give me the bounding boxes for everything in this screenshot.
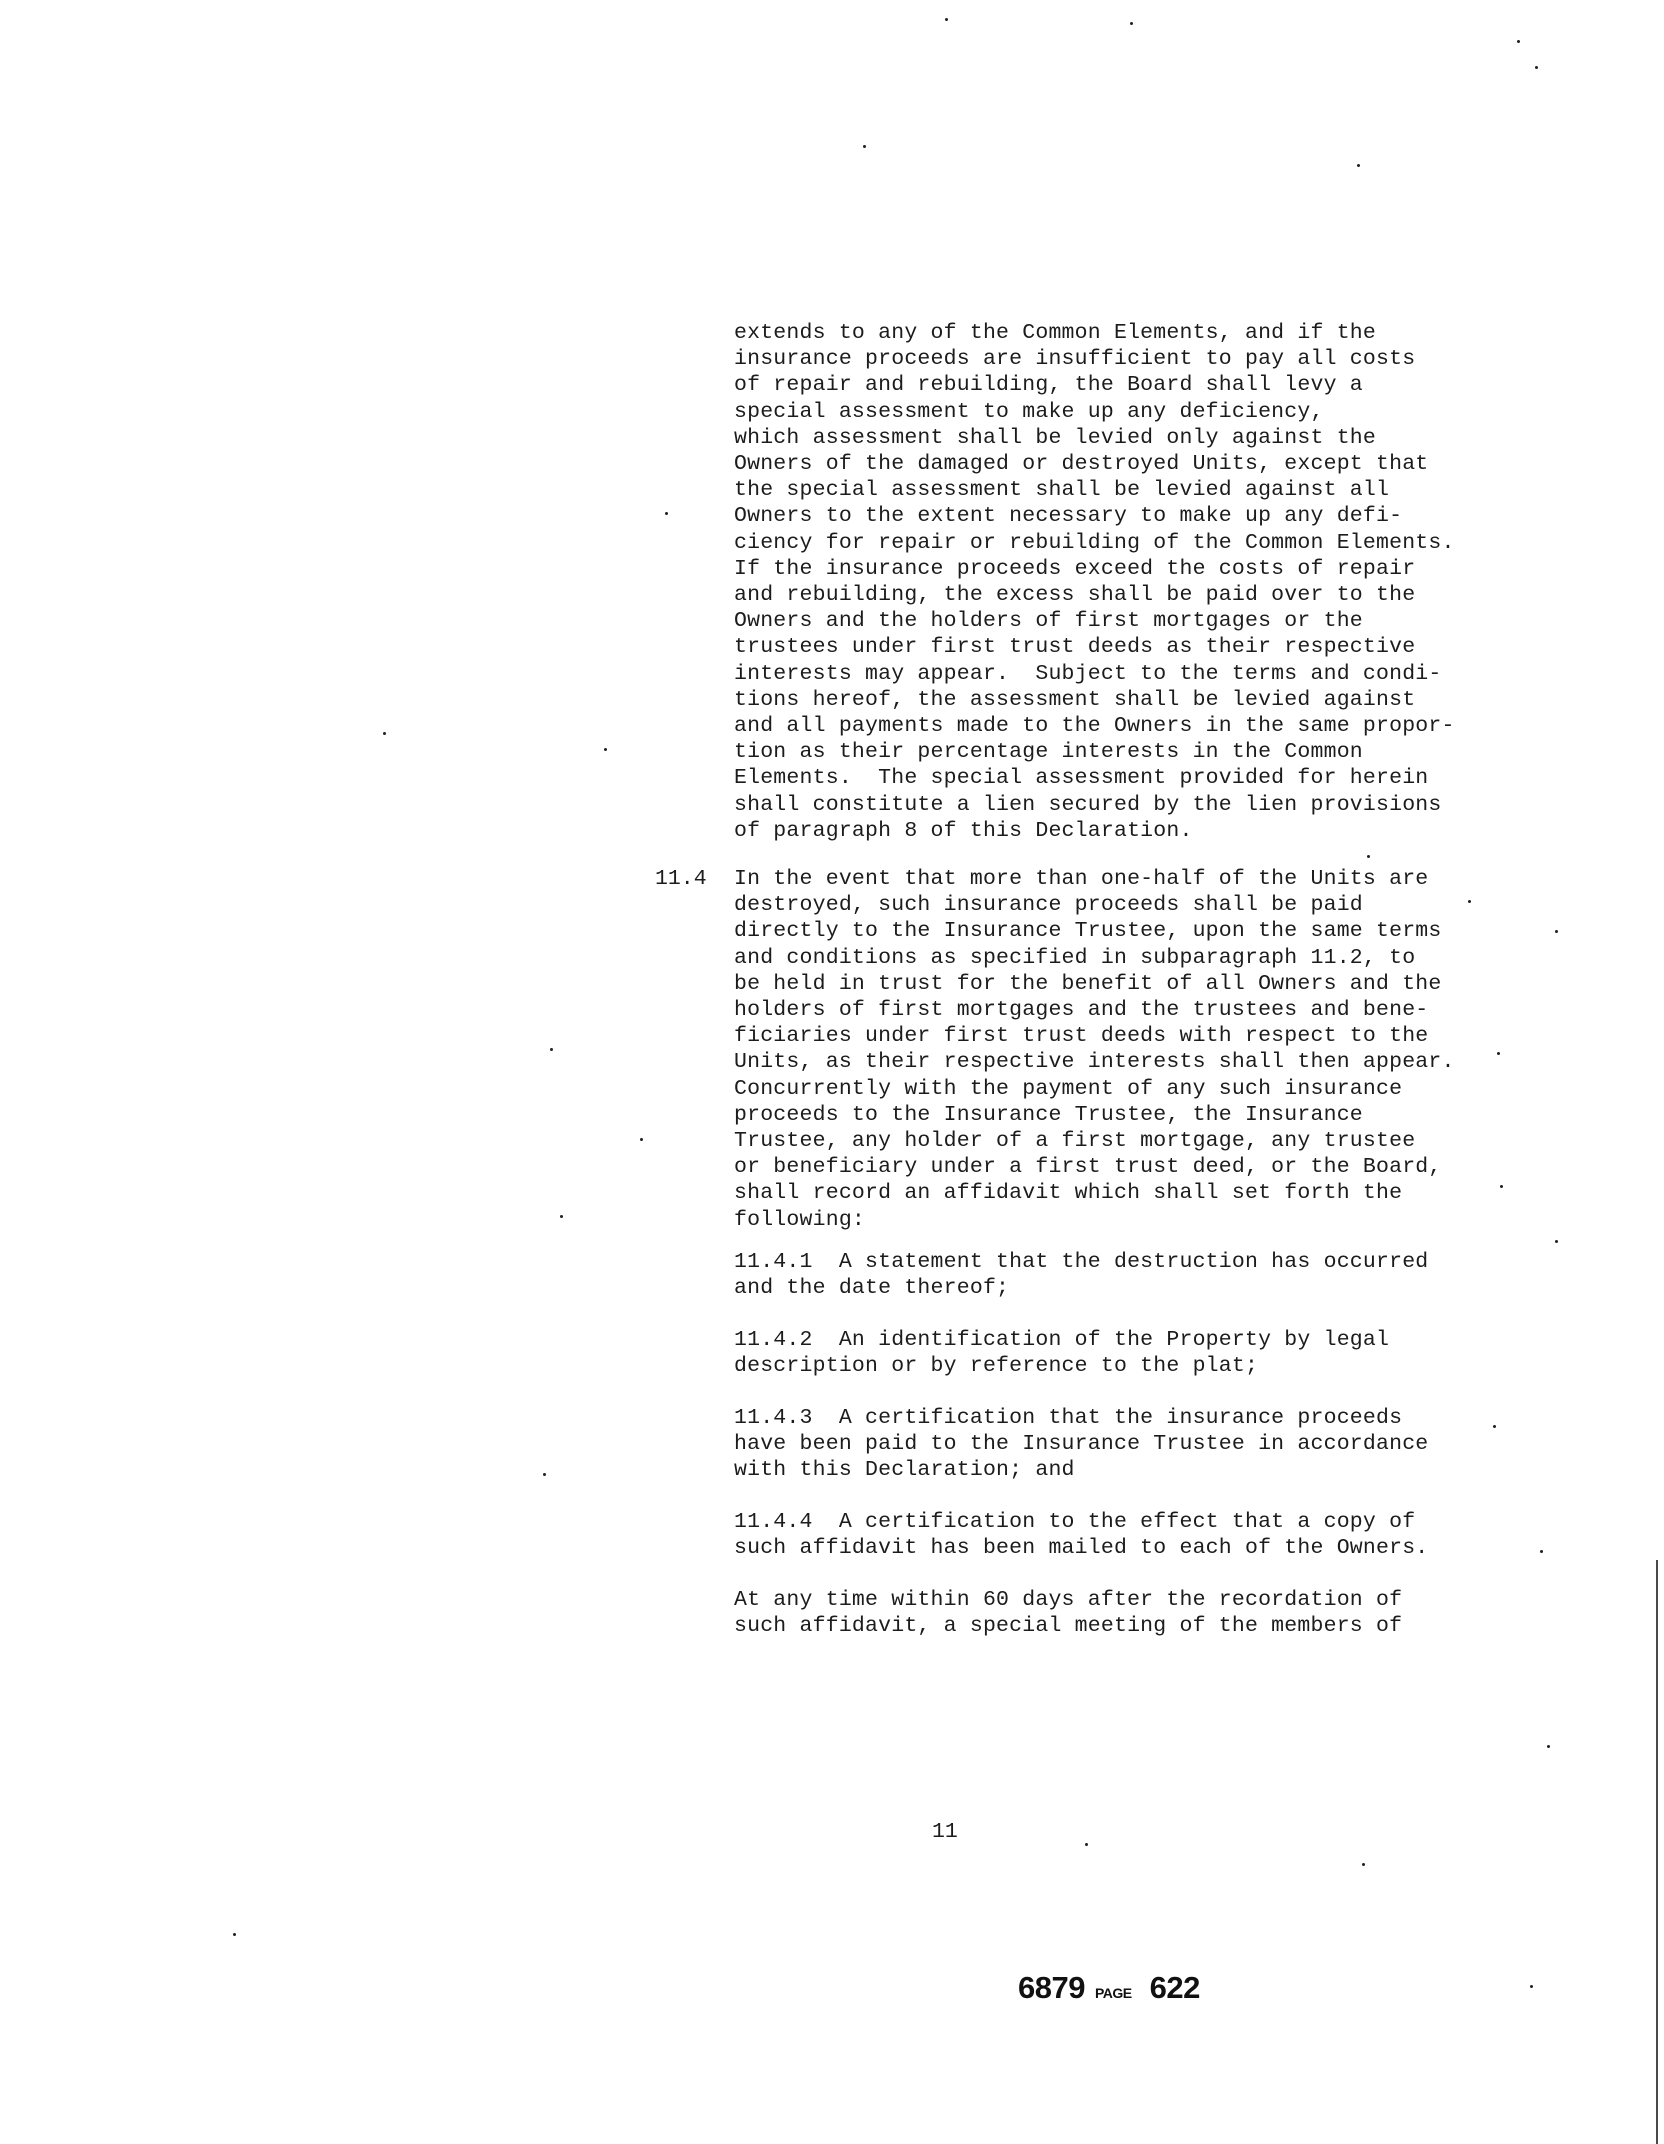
text-line: ciency for repair or rebuilding of the Common Elements. <box>734 530 1455 555</box>
text-line: which assessment shall be levied only against the <box>734 425 1377 450</box>
scan-speck <box>1367 855 1370 858</box>
text-line: with this Declaration; and <box>734 1458 1075 1483</box>
scan-speck <box>640 1138 643 1141</box>
scan-speck <box>233 1933 236 1936</box>
text-line: of paragraph 8 of this Declaration. <box>734 818 1193 843</box>
subsection-11-4-2 <box>734 1327 1454 1379</box>
scan-speck <box>543 1473 546 1476</box>
text-line: If the insurance proceeds exceed the costs of repair <box>734 556 1416 581</box>
scan-speck <box>863 145 866 148</box>
scan-speck <box>560 1215 563 1218</box>
text-line: Owners of the damaged or destroyed Units, except that <box>734 452 1429 477</box>
recording-stamp <box>1018 1970 1200 2006</box>
text-line: Elements. The special assessment provided for herein <box>734 766 1429 791</box>
scan-speck <box>1517 40 1520 43</box>
recorded-page-number: 622 <box>1149 1970 1200 2005</box>
page-number: 11 <box>932 1820 958 1844</box>
text-line: tions hereof, the assessment shall be levied against <box>734 687 1416 712</box>
scan-speck <box>1362 1863 1365 1866</box>
scan-speck <box>1535 66 1538 69</box>
scan-speck <box>550 1048 553 1051</box>
text-line: and conditions as specified in subparagraph 11.2, to <box>734 945 1416 970</box>
scan-speck <box>1540 1550 1543 1553</box>
text-line: tion as their percentage interests in the Common <box>734 740 1363 765</box>
scan-speck <box>604 748 607 751</box>
text-line: 11.4.4 A certification to the effect that a copy of <box>734 1510 1416 1534</box>
text-line: of repair and rebuilding, the Board shall levy a <box>734 373 1363 398</box>
text-line: At any time within 60 days after the recordation of <box>734 1588 1403 1612</box>
page-label: PAGE <box>1094 1985 1132 2001</box>
scan-speck <box>1500 1185 1503 1188</box>
text-line: and all payments made to the Owners in the same propor- <box>734 714 1455 739</box>
text-line: have been paid to the Insurance Trustee in accordance <box>734 1432 1429 1457</box>
scan-edge <box>1656 1560 1658 2144</box>
text-line: extends to any of the Common Elements, and if the <box>734 321 1377 345</box>
text-line: shall constitute a lien secured by the lien provisions <box>734 792 1442 817</box>
text-line: trustees under first trust deeds as their respective <box>734 635 1416 660</box>
subsection-11-4-1 <box>734 1249 1454 1301</box>
text-line: 11.4.3 A certification that the insurance proceeds <box>734 1406 1403 1430</box>
text-line: Owners and the holders of first mortgages or the <box>734 609 1363 634</box>
scan-speck <box>665 512 668 515</box>
text-line: Trustee, any holder of a first mortgage, any trustee <box>734 1129 1416 1154</box>
text-line: be held in trust for the benefit of all Owners and the <box>734 971 1442 996</box>
text-line: Concurrently with the payment of any such insurance <box>734 1076 1403 1101</box>
text-line: special assessment to make up any deficiency, <box>734 399 1324 424</box>
text-line: Units, as their respective interests shall then appear. <box>734 1050 1455 1075</box>
scan-speck <box>383 732 386 735</box>
text-line: holders of first mortgages and the trustees and bene- <box>734 998 1429 1023</box>
scan-speck <box>1547 1745 1550 1748</box>
text-line: 11.4.1 A statement that the destruction has occurred <box>734 1250 1429 1274</box>
closing-paragraph <box>734 1587 1454 1639</box>
scan-speck <box>1530 1985 1533 1988</box>
text-line: proceeds to the Insurance Trustee, the Insurance <box>734 1102 1363 1127</box>
section-number: 11.4 <box>655 867 707 891</box>
text-line: destroyed, such insurance proceeds shall be paid <box>734 893 1363 918</box>
scan-speck <box>945 18 948 21</box>
subsection-11-4-4 <box>734 1509 1454 1561</box>
scan-speck <box>1493 1425 1496 1428</box>
text-line: directly to the Insurance Trustee, upon the same terms <box>734 919 1442 944</box>
text-line: Owners to the extent necessary to make up any defi- <box>734 504 1403 529</box>
scan-speck <box>1497 1052 1500 1055</box>
book-number: 6879 <box>1018 1970 1085 2005</box>
scan-speck <box>1130 22 1133 25</box>
text-line: and rebuilding, the excess shall be paid over to the <box>734 583 1416 608</box>
text-line: ficiaries under first trust deeds with respect to the <box>734 1024 1429 1049</box>
text-line: 11.4.2 An identification of the Property by legal <box>734 1328 1390 1352</box>
text-line: such affidavit has been mailed to each of the Owners. <box>734 1536 1429 1561</box>
continued-paragraph <box>734 320 1454 844</box>
text-line: insurance proceeds are insufficient to pay all costs <box>734 347 1416 372</box>
scan-speck <box>1468 900 1471 903</box>
text-line: and the date thereof; <box>734 1276 1010 1301</box>
scan-speck <box>1085 1843 1088 1846</box>
text-line: or beneficiary under a first trust deed, or the Board, <box>734 1155 1442 1180</box>
section-11-4-text <box>734 866 1454 1233</box>
text-line: interests may appear. Subject to the terms and condi- <box>734 661 1442 686</box>
text-line: In the event that more than one-half of the Units are <box>734 867 1429 891</box>
text-line: the special assessment shall be levied against all <box>734 478 1390 503</box>
subsection-11-4-3 <box>734 1405 1454 1484</box>
text-line: such affidavit, a special meeting of the members of <box>734 1614 1403 1639</box>
text-line: following: <box>734 1207 866 1232</box>
text-line: shall record an affidavit which shall set forth the <box>734 1181 1403 1206</box>
scan-speck <box>1555 1240 1558 1243</box>
text-line: description or by reference to the plat; <box>734 1354 1259 1379</box>
scan-speck <box>1357 164 1360 167</box>
scan-speck <box>1555 930 1558 933</box>
